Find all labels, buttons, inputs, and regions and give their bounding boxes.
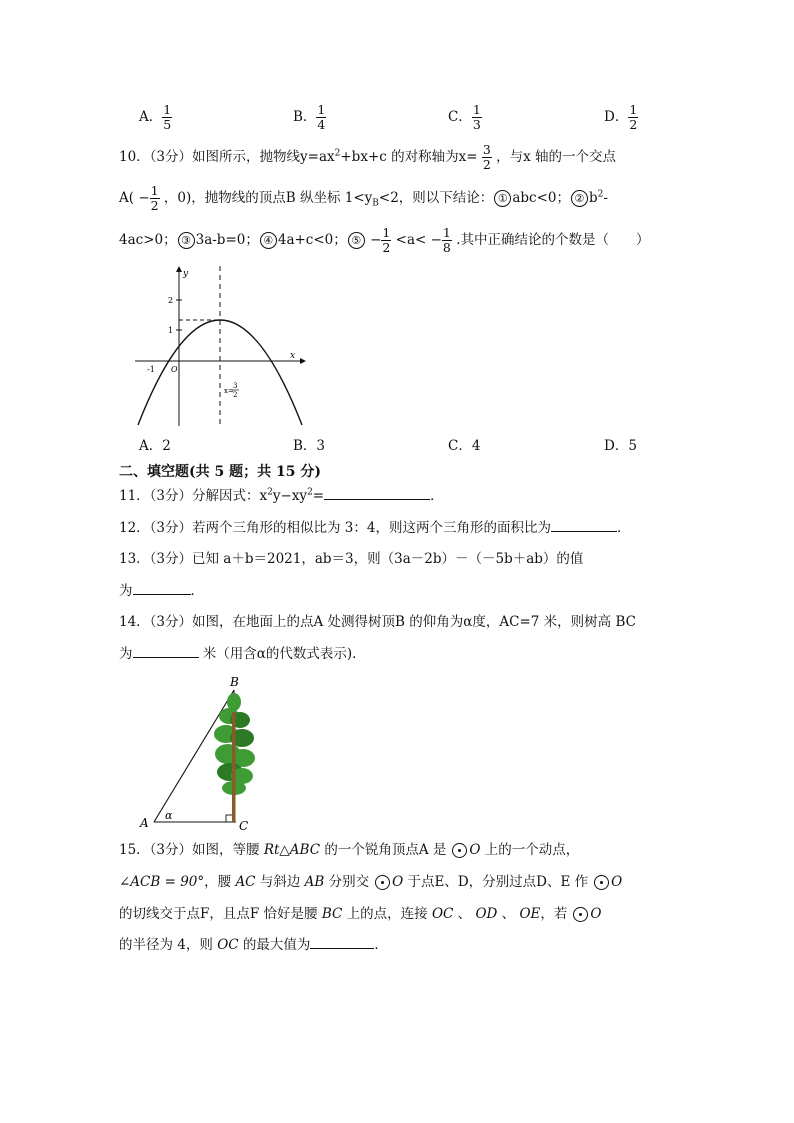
circle-dot-icon	[594, 875, 609, 890]
label-c: C	[239, 819, 249, 832]
fraction: $\frac{1}{4}$	[317, 102, 326, 132]
fraction: $\frac{1}{3}$	[472, 102, 481, 132]
q14-line2: 为 米（用含α的代数式表示)．	[119, 646, 366, 662]
q15-line2: ∠ACB = 90°，腰 AC 与斜边 AB 分别交 O 于点E、D，分别过点D、E 作 O	[119, 874, 623, 890]
q10-line2: A( − $\frac{1}{2}$ ，0)，抛物线的顶点B 纵坐标 $1<y_B<2$，则以下结论： ① abc<0； ② $b^2-$	[119, 183, 608, 213]
circle-dot-icon	[375, 875, 390, 890]
q11: 11．（3分）分解因式：$x^2y-xy^2=$ ．	[119, 487, 444, 504]
tick-label-2: 2	[168, 296, 174, 305]
q10-option-d: D．5	[604, 438, 637, 454]
fraction: $\frac{1}{2}$	[629, 102, 638, 132]
q9-option-a: A． $\frac{1}{5}$	[139, 102, 172, 132]
circle-dot-icon	[452, 843, 467, 858]
fraction: $\frac{1}{2}$	[150, 183, 159, 213]
q12: 12．（3分）若两个三角形的相似比为 3：4，则这两个三角形的面积比为 ．	[119, 520, 631, 536]
fraction: $\frac{1}{5}$	[163, 102, 172, 132]
right-angle-mark	[226, 815, 233, 822]
q14-line1: 14．（3分）如图，在地面上的点A 处测得树顶B 的仰角为α度，AC=7 米，则树高 BC	[119, 614, 636, 630]
answer-blank[interactable]	[324, 487, 430, 500]
parabola-figure	[130, 262, 310, 430]
q10-option-c: C．4	[448, 438, 481, 454]
answer-blank[interactable]	[133, 645, 199, 658]
answer-blank[interactable]	[310, 936, 374, 949]
tick-label-1: 1	[168, 326, 174, 335]
fraction: $\frac{3}{2}$	[482, 142, 491, 172]
q10-option-a: A．2	[139, 438, 171, 454]
q15-line4: 的半径为 4，则 OC 的最大值为 ．	[119, 937, 388, 953]
q13-line1: 13．（3分）已知 a＋b＝2021，ab＝3，则（3a－2b）－（－5b＋ab）的值	[119, 551, 584, 567]
tree-figure	[136, 672, 256, 832]
answer-blank[interactable]	[133, 582, 191, 595]
q9-option-d: D． $\frac{1}{2}$	[604, 102, 638, 132]
fraction: $\frac{1}{2}$	[382, 225, 391, 255]
origin-label: O	[171, 365, 178, 374]
q15-line1: 15．（3分）如图，等腰 Rt△ABC 的一个锐角顶点A 是 O 上的一个动点，	[119, 842, 580, 858]
y-axis-arrow	[176, 266, 182, 272]
y-label: y	[183, 269, 189, 279]
axis-label-num: 3	[233, 382, 238, 390]
axis-label-prefix: x=	[224, 387, 234, 395]
tick-label-neg1: -1	[147, 365, 155, 374]
label-alpha: α	[165, 809, 173, 822]
section-title: 二、填空题(共 5 题；共 15 分)	[119, 464, 321, 480]
circle-dot-icon	[573, 907, 588, 922]
axis-label-den: 2	[233, 391, 238, 399]
q10-line3: 4ac>0； ③ 3a-b=0； ④ 4a+c<0； ⑤ − $\frac{1}{2}$ <a< − $\frac{1}{8}$ .其中正确结论的个数是（ ）	[119, 225, 650, 255]
q10-option-b: B．3	[293, 438, 326, 454]
q9-option-c: C． $\frac{1}{3}$	[448, 102, 481, 132]
q10-line1: 10．（3分）如图所示，抛物线$y=ax^2+bx+c$ 的对称轴为x= $\frac{3}{2}$ ，与x 轴的一个交点	[119, 142, 616, 172]
x-label: x	[290, 351, 296, 361]
tree-icon	[214, 693, 255, 822]
label-a: A	[140, 816, 149, 830]
label-b: B	[230, 675, 239, 689]
x-axis-arrow	[300, 358, 306, 364]
parabola-curve	[138, 320, 302, 425]
fraction: $\frac{1}{8}$	[442, 225, 451, 255]
q9-option-b: B． $\frac{1}{4}$	[293, 102, 326, 132]
q13-line2: 为 ．	[119, 583, 204, 599]
answer-blank[interactable]	[551, 519, 617, 532]
q15-line3: 的切线交于点F，且点F 恰好是腰 BC 上的点，连接 OC 、 OD 、 OE，若 O	[119, 906, 602, 922]
